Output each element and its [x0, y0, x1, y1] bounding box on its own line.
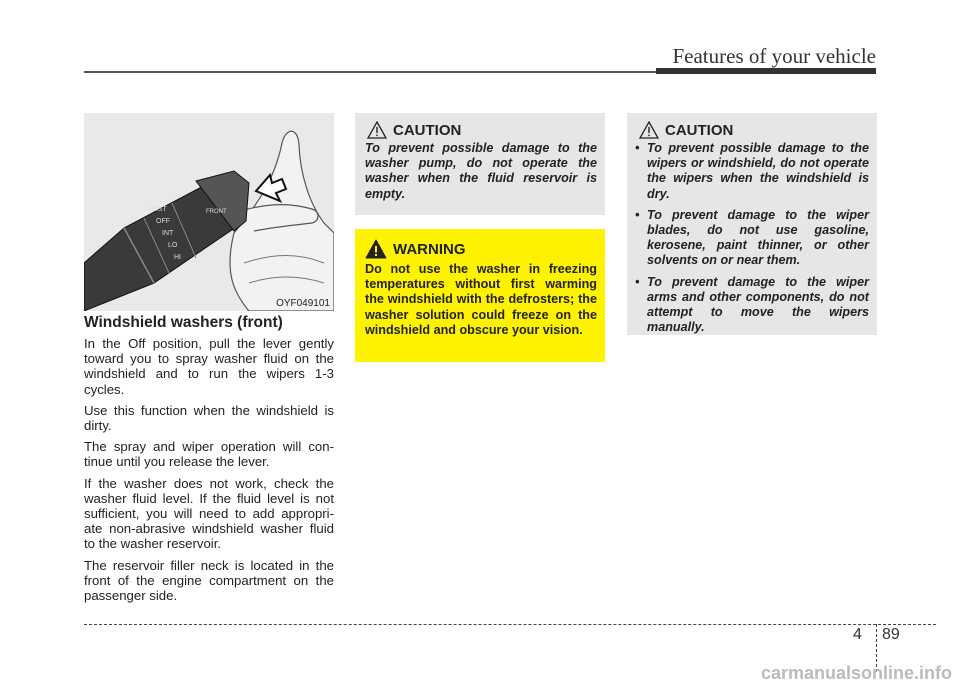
list-item — [635, 208, 869, 269]
lever-label-hi: HI — [174, 254, 181, 261]
caution-text: To prevent possible damage to the washer pump, do not operate the washer when the fluid reservoir is empty. — [365, 141, 597, 201]
paragraph: Use this function when the windshield is dirty. — [84, 402, 334, 434]
bullet: • — [635, 274, 640, 289]
list-item-text: To prevent damage to the wiper blades, do not use gasoline, kerosene, paint thinner, or other solvents on or near them. — [647, 207, 869, 268]
caution-heading — [367, 121, 461, 139]
section-title: Windshield washers (front) — [84, 314, 283, 331]
caution-heading — [639, 121, 733, 139]
list-item-text: To prevent damage to the wiper arms and other components, do not attempt to move the wipers manually. — [647, 274, 869, 335]
page-number: 89 — [882, 626, 900, 643]
caution-box-wipers — [627, 113, 877, 335]
footer-rule — [84, 624, 936, 625]
header-rule-accent — [656, 68, 876, 74]
warning-text: Do not use the washer in freezing temperatures without first warming the windshield with the defrosters; the washer solution could freeze on the windshield and obscure your vision. — [365, 262, 597, 337]
warning-box — [355, 229, 605, 362]
list-item — [635, 141, 869, 202]
warning-heading-text: WARNING — [393, 240, 466, 258]
lever-label-front: FRONT — [206, 209, 227, 215]
lever-label-int: INT — [162, 230, 174, 237]
warning-triangle-icon — [365, 239, 387, 259]
paragraph: The reservoir filler neck is located in the front of the engine compartment on the passenger side. — [84, 557, 334, 604]
caution-triangle-icon — [639, 121, 659, 139]
list-item — [635, 275, 869, 336]
caution-box-pump — [355, 113, 605, 215]
paragraph: In the Off position, pull the lever gently toward you to spray washer fluid on the windshield and to run the wipers 1-3 cycles. — [84, 336, 334, 397]
figure-code: OYF049101 — [276, 298, 330, 309]
lever-label-off: OFF — [156, 218, 170, 225]
chapter-number: 4 — [853, 626, 862, 643]
lever-label-mist: MIST — [150, 206, 167, 213]
list-item-text: To prevent possible damage to the wipers or windshield, do not operate the wipers when the windshield is dry. — [647, 141, 869, 201]
caution-heading-text: CAUTION — [393, 121, 462, 139]
caution-list — [635, 141, 869, 341]
watermark: carmanualsonline.info — [760, 663, 952, 683]
section-body — [84, 336, 334, 609]
warning-heading — [365, 239, 466, 259]
bullet: • — [635, 141, 640, 155]
caution-triangle-icon — [367, 121, 387, 139]
lever-label-lo: LO — [168, 242, 178, 249]
caution-heading-text: CAUTION — [665, 121, 734, 139]
lever-drawing — [84, 113, 334, 311]
bullet: • — [635, 207, 640, 222]
paragraph: The spray and wiper operation will con-tinue until you release the lever. — [84, 439, 334, 470]
wiper-lever-illustration — [84, 113, 334, 311]
header-title: Features of your vehicle — [672, 44, 876, 68]
paragraph: If the washer does not work, check the washer fluid level. If the fluid level is not sufficient, you will need to add appropri-ate non-abrasive windshield washer fluid to the washer reservoir. — [84, 475, 334, 552]
